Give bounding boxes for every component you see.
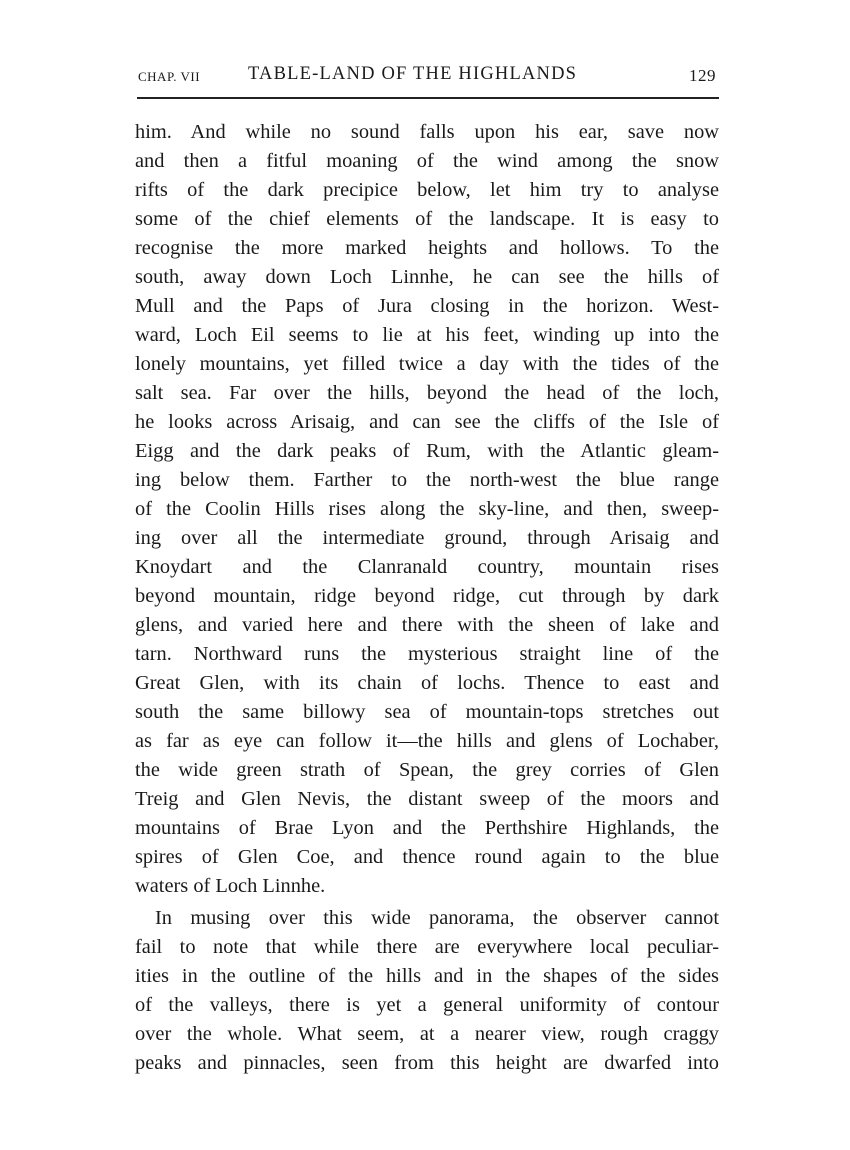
text-line: him. And while no sound falls upon his ear, save now xyxy=(135,121,719,143)
text-line: Mull and the Paps of Jura closing in the horizon. West- xyxy=(135,295,719,317)
text-line: ing below them. Farther to the north-west the blue range xyxy=(135,469,719,491)
text-line: of the valleys, there is yet a general uniformity of contour xyxy=(135,994,719,1016)
text-line: recognise the more marked heights and hollows. To the xyxy=(135,237,719,259)
text-line: beyond mountain, ridge beyond ridge, cut through by dark xyxy=(135,585,719,607)
paragraph-1 xyxy=(135,118,719,901)
text-line: tarn. Northward runs the mysterious straight line of the xyxy=(135,643,719,665)
body-text xyxy=(135,118,719,1078)
paragraph-2 xyxy=(135,904,719,1078)
text-line: south the same billowy sea of mountain-tops stretches out xyxy=(135,701,719,723)
text-line: and then a fitful moaning of the wind among the snow xyxy=(135,150,719,172)
text-line: Eigg and the dark peaks of Rum, with the Atlantic gleam- xyxy=(135,440,719,462)
text-line: Great Glen, with its chain of lochs. Thence to east and xyxy=(135,672,719,694)
text-line: ities in the outline of the hills and in the shapes of the sides xyxy=(135,965,719,987)
header-rule xyxy=(137,97,719,99)
text-line: fail to note that while there are everywhere local peculiar- xyxy=(135,936,719,958)
text-line: he looks across Arisaig, and can see the cliffs of the Isle of xyxy=(135,411,719,433)
text-line: glens, and varied here and there with the sheen of lake and xyxy=(135,614,719,636)
text-line: peaks and pinnacles, seen from this height are dwarfed into xyxy=(135,1052,719,1074)
running-head xyxy=(138,63,720,91)
text-line: In musing over this wide panorama, the observer cannot xyxy=(155,907,719,929)
text-line: the wide green strath of Spean, the grey corries of Glen xyxy=(135,759,719,781)
text-line: salt sea. Far over the hills, beyond the head of the loch, xyxy=(135,382,719,404)
text-line: Knoydart and the Clanranald country, mountain rises xyxy=(135,556,719,578)
text-line: over the whole. What seem, at a nearer view, rough craggy xyxy=(135,1023,719,1045)
text-line: rifts of the dark precipice below, let him try to analyse xyxy=(135,179,719,201)
text-line: mountains of Brae Lyon and the Perthshire Highlands, the xyxy=(135,817,719,839)
running-title: TABLE-LAND OF THE HIGHLANDS xyxy=(248,64,578,84)
text-line: of the Coolin Hills rises along the sky-line, and then, sweep- xyxy=(135,498,719,520)
text-line: waters of Loch Linnhe. xyxy=(135,875,326,897)
text-line: ward, Loch Eil seems to lie at his feet, winding up into the xyxy=(135,324,719,346)
text-line: ing over all the intermediate ground, through Arisaig and xyxy=(135,527,719,549)
text-line: as far as eye can follow it—the hills and glens of Lochaber, xyxy=(135,730,719,752)
text-line: Treig and Glen Nevis, the distant sweep of the moors and xyxy=(135,788,719,810)
chapter-label: CHAP. VII xyxy=(138,69,201,84)
text-line: some of the chief elements of the landscape. It is easy to xyxy=(135,208,719,230)
text-line: south, away down Loch Linnhe, he can see the hills of xyxy=(135,266,719,288)
text-line: spires of Glen Coe, and thence round again to the blue xyxy=(135,846,719,868)
text-line: lonely mountains, yet filled twice a day with the tides of the xyxy=(135,353,719,375)
page-number: 129 xyxy=(689,66,716,85)
